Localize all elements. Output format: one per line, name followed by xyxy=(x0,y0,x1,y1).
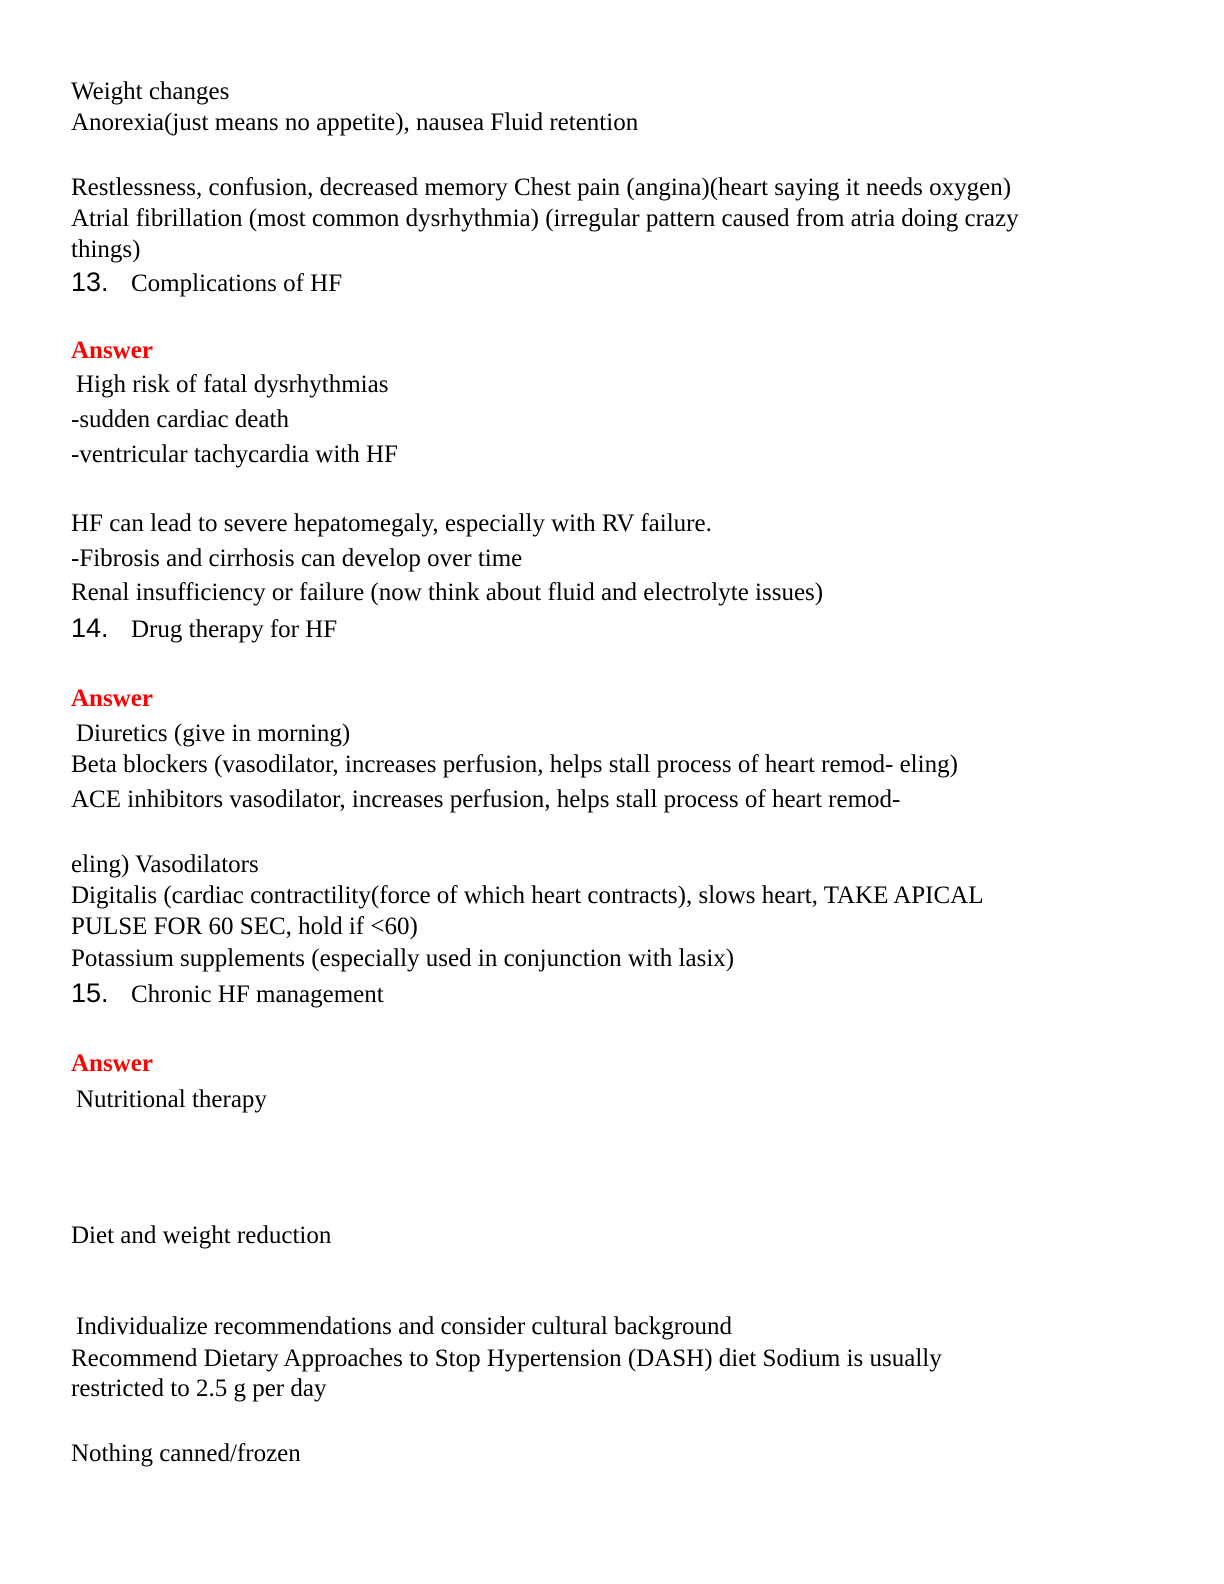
answer-line: Nothing canned/frozen xyxy=(71,1440,301,1467)
question-heading xyxy=(71,978,384,1010)
text-line: Restlessness, confusion, decreased memory Chest pain (angina)(heart saying it needs oxygen) xyxy=(71,174,1012,201)
question-heading xyxy=(71,613,337,645)
answer-line: Diet and weight reduction xyxy=(71,1222,332,1249)
text-line: Weight changes xyxy=(71,78,230,105)
answer-line: eling) Vasodilators xyxy=(71,851,259,878)
answer-line: High risk of fatal dysrhythmias xyxy=(76,371,389,398)
answer-line: Beta blockers (vasodilator, increases perfusion, helps stall process of heart remod- eling) xyxy=(71,751,958,778)
text-line: Atrial fibrillation (most common dysrhythmia) (irregular pattern caused from atria doing crazy xyxy=(71,205,1019,232)
answer-label: Answer xyxy=(71,685,153,712)
answer-line: -ventricular tachycardia with HF xyxy=(71,441,398,468)
answer-line: -Fibrosis and cirrhosis can develop over time xyxy=(71,545,523,572)
question-heading xyxy=(71,267,342,299)
answer-label: Answer xyxy=(71,1050,153,1077)
question-number: 14. xyxy=(71,613,109,643)
answer-line: -sudden cardiac death xyxy=(71,406,289,433)
text-line: things) xyxy=(71,236,141,263)
question-title: Complications of HF xyxy=(131,270,343,297)
answer-line: Renal insufficiency or failure (now think about fluid and electrolyte issues) xyxy=(71,579,824,606)
text-line: Anorexia(just means no appetite), nausea Fluid retention xyxy=(71,109,639,136)
answer-line: Diuretics (give in morning) xyxy=(76,720,351,747)
answer-label: Answer xyxy=(71,337,153,364)
answer-line: HF can lead to severe hepatomegaly, especially with RV failure. xyxy=(71,510,712,537)
answer-line: Digitalis (cardiac contractility(force of which heart contracts), slows heart, TAKE APICAL xyxy=(71,882,984,909)
answer-line: Individualize recommendations and consider cultural background xyxy=(76,1313,733,1340)
answer-line: Nutritional therapy xyxy=(76,1086,267,1113)
question-number: 15. xyxy=(71,978,109,1008)
question-title: Drug therapy for HF xyxy=(131,616,338,643)
answer-line: PULSE FOR 60 SEC, hold if <60) xyxy=(71,913,418,940)
answer-line: Potassium supplements (especially used in conjunction with lasix) xyxy=(71,945,735,972)
answer-line: restricted to 2.5 g per day xyxy=(71,1375,327,1402)
question-title: Chronic HF management xyxy=(131,981,384,1008)
answer-line: ACE inhibitors vasodilator, increases perfusion, helps stall process of heart remod- xyxy=(71,786,901,813)
question-number: 13. xyxy=(71,267,109,297)
answer-line: Recommend Dietary Approaches to Stop Hypertension (DASH) diet Sodium is usually xyxy=(71,1345,942,1372)
